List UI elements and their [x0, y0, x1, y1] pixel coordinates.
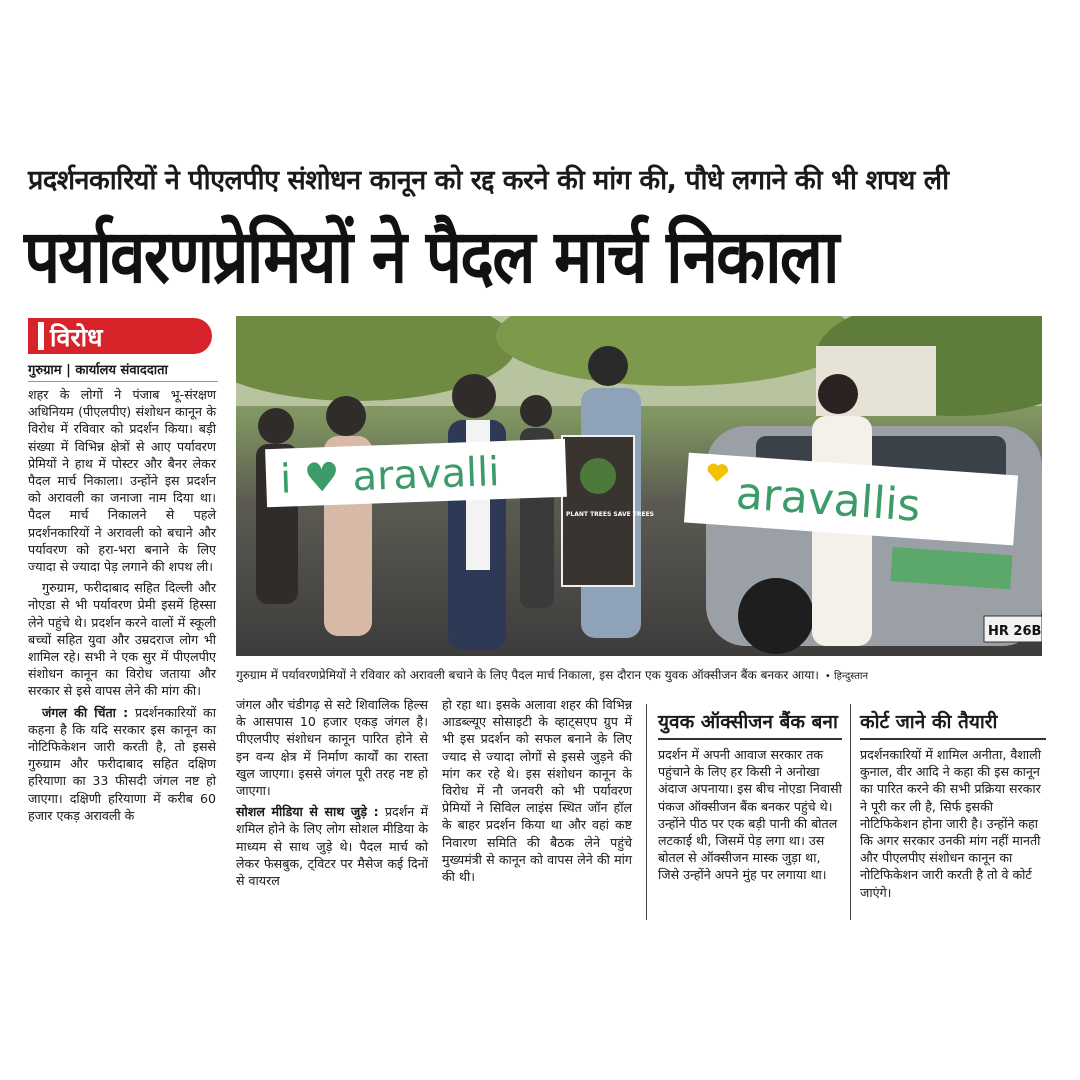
photo-caption	[236, 666, 1042, 683]
column-divider	[850, 704, 851, 920]
poster-text: PLANT TREES SAVE TREES	[566, 511, 655, 518]
banner-right-text: aravallis	[734, 468, 923, 532]
paragraph-text: प्रदर्शनकारियों का कहना है कि यदि सरकार इस कानून का नोटिफिकेशन जारी करती है, तो इससे गुरुग्राम और फरीदाबाद सहित दक्षिण हरियाणा का 33 फीसदी जंगल नष्ट हो जाएगा। दक्षिणी हरियाणा में करीब 60 हजार एकड़ अरावली के	[28, 704, 216, 823]
byline	[28, 360, 218, 382]
byline-author: कार्यालय संवाददाता	[75, 363, 168, 378]
article-paragraph: शहर के लोगों ने पंजाब भू-संरक्षण अधिनियम (पीएलपीए) संशोधन कानून के विरोध में रविवार को प्रदर्शन किया। बड़ी संख्या में विभिन्न क्षेत्रों से आए पर्यावरण प्रेमियों ने हाथ में पोस्टर और बैनर लेकर पैदल मार्च निकाला। उन्होंने इस प्रदर्शन को अरावली का जनाजा नाम दिया था। पैदल मार्च निकालने से पहले प्रदर्शनकारियों ने अरावली को बचाने और पर्यावरण को हरा-भरा बनाने के लिए ज्यादा से ज्यादा पेड़ लगाने की शपथ ली।	[28, 387, 216, 575]
license-plate: HR 26B	[988, 624, 1042, 639]
box-text: प्रदर्शनकारियों में शामिल अनीता, वैशाली कुनाल, वीर आदि ने कहा की इस कानून का पारित करने की सभी प्रक्रिया सरकार ने पूरी कर ली है, सिर्फ इसकी नोटिफिकेशन होना जारी है। उन्होंने कहा कि अगर सरकार उनकी मांग नहीं मानती और पीएलपीए संशोधन कानून का नोटिफिकेशन जारी करती है तो वे कोर्ट जाएंगे।	[860, 747, 1041, 900]
sidebar-box-court	[860, 708, 1046, 901]
sidebar-box-oxygen	[658, 708, 842, 884]
column-divider	[646, 704, 647, 920]
box-text: प्रदर्शन में अपनी आवाज सरकार तक पहुंचाने के लिए हर किसी ने अनोखा अंदाज अपनाया। इस बीच नोएडा निवासी पंकज ऑक्सीजन बैंक बनकर पहुंचे थे। उन्होंने पीठ पर एक बड़ी पानी की बोतल लटकाई थी, जिसमें पेड़ लगा था। उस बोतल से ऑक्सीजन मास्क जुड़ा था, जिसे उन्होंने अपने मुंह पर लगाया था।	[658, 747, 842, 883]
subhead-jungle: जंगल की चिंता :	[42, 704, 129, 720]
article-paragraph	[236, 803, 428, 889]
box-title: कोर्ट जाने की तैयारी	[860, 708, 1046, 740]
section-tag-label: विरोध	[50, 323, 103, 352]
article-paragraph: गुरुग्राम, फरीदाबाद सहित दिल्ली और नोएडा से भी पर्यावरण प्रेमी इसमें हिस्सा लेने पहुंचे थे। प्रदर्शन करने वालों में स्कूली बच्चों सहित युवा और उम्रदराज लोग भी शामिल रहे। सभी ने एक सुर में पीएलपीए संशोधन कानून का विरोध जताया और सरकार से इसे वापस लेने की मांग की।	[28, 580, 216, 699]
article-column-3	[442, 696, 632, 889]
section-tag	[28, 318, 212, 354]
tag-bar-decoration	[38, 322, 44, 350]
subhead-social-media: सोशल मीडिया से साथ जुड़े :	[236, 804, 379, 820]
kicker-headline: प्रदर्शनकारियों ने पीएलपीए संशोधन कानून को रद्द करने की मांग की, पौधे लगाने की भी शपथ ली	[28, 165, 949, 196]
article-paragraph	[28, 704, 216, 824]
main-headline: पर्यावरणप्रेमियों ने पैदल मार्च निकाला	[24, 214, 838, 300]
paragraph-text: प्रदर्शन में शमिल होने के लिए लोग सोशल मीडिया के माध्यम से साथ जुड़े थे। पैदल मार्च को लेकर फेसबुक, ट्विटर पर मैसेज कई दिनों से वायरल	[236, 804, 428, 889]
article-paragraph: जंगल और चंडीगढ़ से सटे शिवालिक हिल्स के आसपास 10 हजार एकड़ जंगल है। पीएलपीए संशोधन कानून पारित होने से इन वन्य क्षेत्र में निर्माण कार्यों का रास्ता खुल जाएगा। इससे जंगल पूरी तरह नष्ट हो जाएगा।	[236, 697, 428, 799]
byline-separator: |	[61, 363, 76, 378]
article-column-1	[28, 386, 216, 828]
photo-illustration	[236, 316, 1042, 656]
caption-credit: • हिन्दुस्तान	[824, 671, 869, 682]
box-title: युवक ऑक्सीजन बैंक बना	[658, 708, 842, 740]
caption-text: गुरुग्राम में पर्यावरणप्रेमियों ने रविवार को अरावली बचाने के लिए पैदल मार्च निकाला, इस दौरान एक युवक ऑक्सीजन बैंक बनकर आया।	[236, 668, 819, 682]
banner-left-text: i ♥ aravalli	[279, 449, 501, 503]
article-paragraph: हो रहा था। इसके अलावा शहर की विभिन्न आडब्ल्यूए सोसाइटी के व्हाट्सएप ग्रुप में भी इस प्रदर्शन को सफल बनाने के लिए ज्याद से ज्यादा लोगों से इससे जुड़ने की मांग कर रहे थे। इस संशोधन कानून के विरोध में नौ जनवरी को भी पर्यावरण प्रेमियों ने सिविल लाइंस स्थित जॉन हॉल के बाहर प्रदर्शन किया था और वहां कष्ट निवारण समिति की बैठक लेने पहुंचे मुख्यमंत्री से कानून को वापस लेने की मांग की थी।	[442, 697, 632, 885]
byline-place: गुरुग्राम	[28, 363, 62, 378]
article-column-2	[236, 696, 428, 893]
news-photo	[236, 316, 1042, 656]
